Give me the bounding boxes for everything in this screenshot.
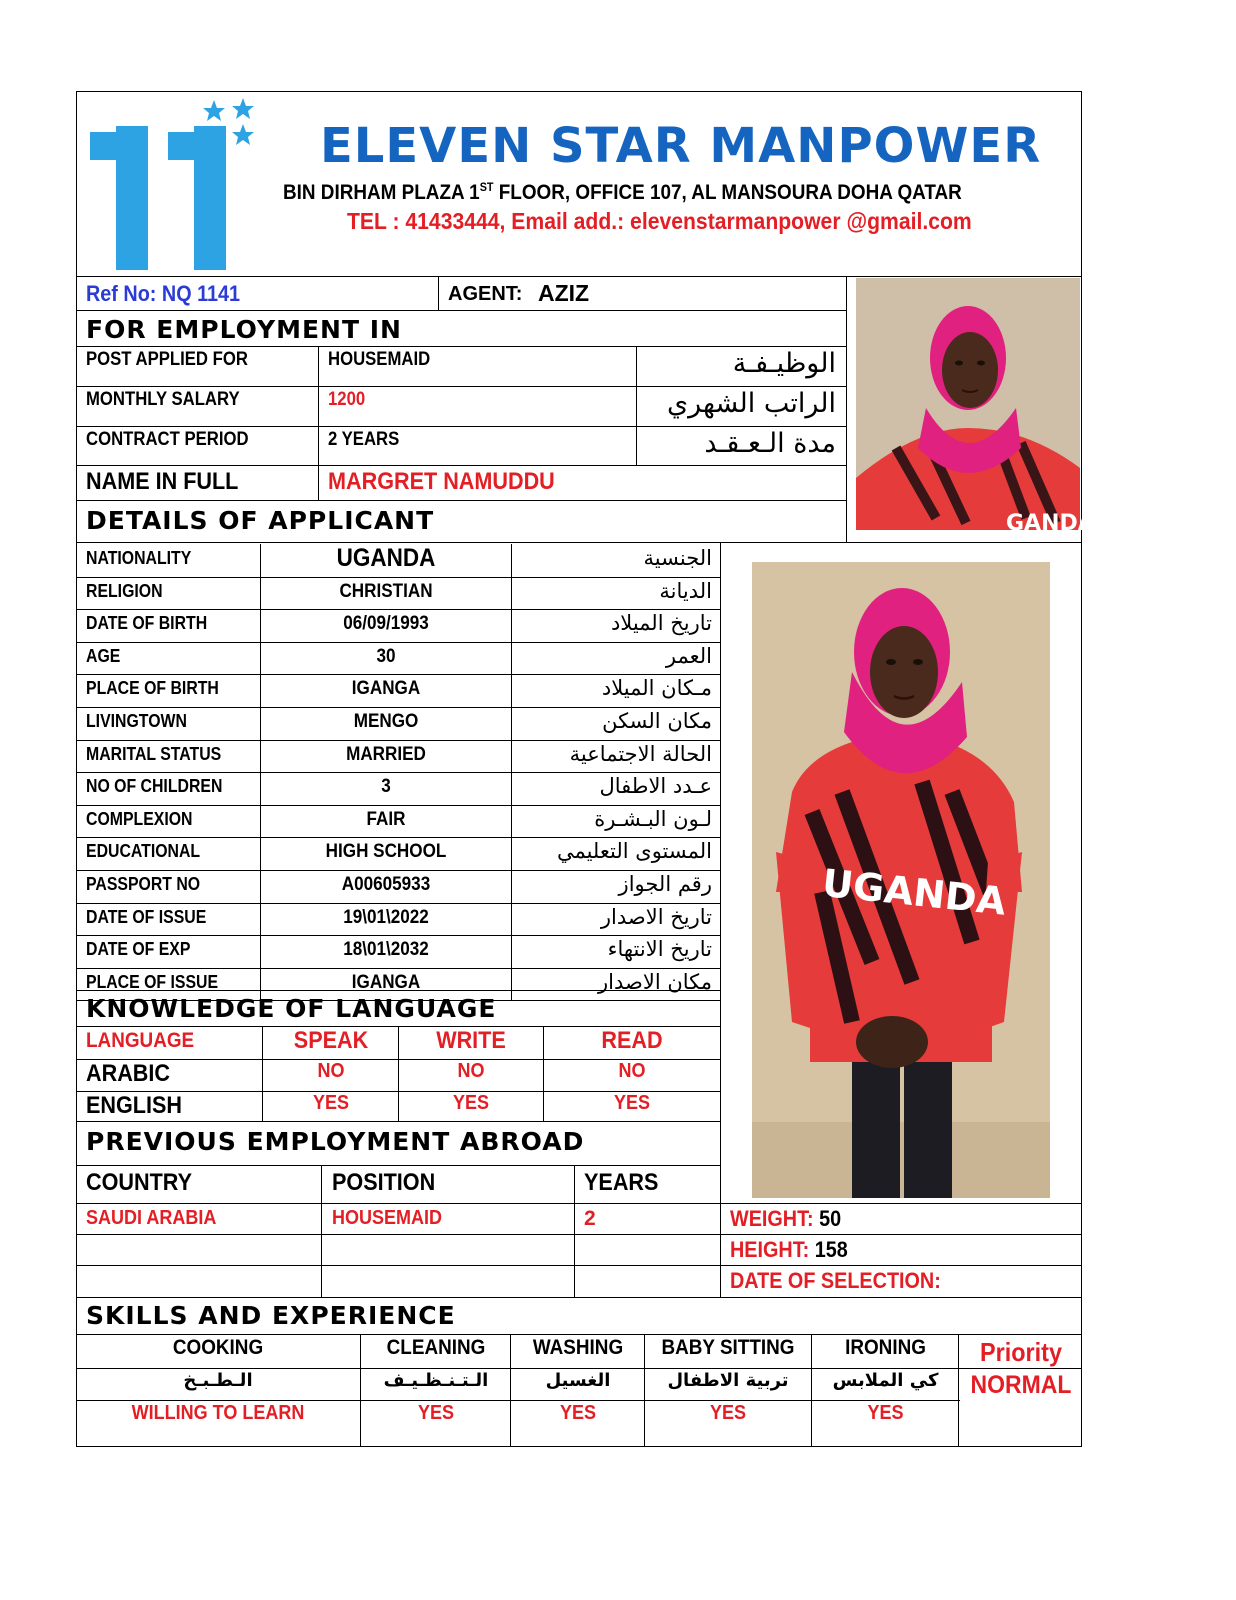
divider [76, 935, 720, 936]
applicant-value: 06/09/1993 [343, 613, 429, 635]
divider [574, 1165, 575, 1297]
divider [511, 544, 512, 1000]
previous-position: HOUSEMAID [332, 1207, 443, 1229]
name-value: MARGRET NAMUDDU [328, 468, 555, 495]
section-title-applicant: DETAILS OF APPLICANT [86, 506, 435, 535]
section-title-employment: FOR EMPLOYMENT IN [86, 315, 402, 344]
language-name: ARABIC [86, 1060, 170, 1087]
address-part: BIN DIRHAM PLAZA 1 [283, 181, 480, 204]
divider [76, 500, 846, 501]
skill-header: BABY SITTING [661, 1336, 795, 1359]
applicant-label: DATE OF EXP [86, 939, 191, 960]
applicant-arabic: تاريخ الانتهاء [607, 937, 712, 962]
previous-header: POSITION [332, 1169, 436, 1196]
applicant-value: 30 [376, 645, 396, 667]
previous-header: YEARS [584, 1169, 659, 1196]
divider [76, 707, 720, 708]
jersey-text: UGANDA [820, 860, 1009, 924]
divider [76, 1368, 1082, 1369]
applicant-label: PLACE OF ISSUE [86, 971, 219, 992]
skill-value: WILLING TO LEARN [131, 1402, 305, 1424]
divider [76, 740, 720, 741]
divider [76, 805, 720, 806]
applicant-value: IGANGA [351, 678, 421, 700]
divider [76, 1265, 720, 1266]
skill-arabic: الـطـبـخ [183, 1370, 253, 1391]
divider [76, 903, 720, 904]
divider [636, 346, 637, 465]
applicant-arabic: تاريخ الاصدار [600, 904, 712, 929]
applicant-label: EDUCATIONAL [86, 841, 201, 862]
applicant-arabic: رقم الجواز [618, 872, 712, 896]
divider [76, 1297, 1082, 1298]
divider [76, 990, 720, 991]
divider [76, 609, 720, 610]
language-level: YES [452, 1092, 490, 1114]
applicant-label: DATE OF BIRTH [86, 613, 208, 634]
address-superscript: ST [479, 180, 494, 194]
jersey-text: GANDA [1006, 511, 1095, 536]
skill-arabic: الغسيل [545, 1370, 611, 1391]
applicant-value: 3 [381, 776, 391, 798]
applicant-label: MARITAL STATUS [86, 743, 222, 764]
previous-years: 2 [584, 1207, 596, 1230]
divider [510, 1334, 511, 1447]
agent-label: AGENT: [448, 283, 523, 305]
applicant-label: PLACE OF BIRTH [86, 678, 219, 699]
employment-arabic: الراتب الشهري [666, 388, 836, 419]
name-label: NAME IN FULL [86, 468, 239, 495]
divider [262, 1026, 263, 1121]
applicant-value: MARRIED [346, 743, 426, 765]
divider [318, 346, 319, 500]
divider [76, 1234, 720, 1235]
language-level: YES [312, 1092, 350, 1114]
divider [76, 642, 720, 643]
divider [720, 1203, 1082, 1204]
applicant-photo-full [752, 562, 1050, 1198]
divider [76, 968, 720, 969]
skill-header: WASHING [532, 1336, 624, 1359]
divider [846, 276, 847, 542]
date-of-selection-label: DATE OF SELECTION: [730, 1268, 941, 1293]
divider [76, 276, 1082, 277]
skill-arabic: الـتـنـظـيـف [383, 1370, 489, 1391]
applicant-label: COMPLEXION [86, 808, 193, 829]
skill-arabic: تربية الاطفال [667, 1370, 789, 1391]
employment-value: HOUSEMAID [328, 349, 431, 370]
applicant-value: FAIR [366, 808, 406, 830]
skill-arabic: كي الملابس [832, 1370, 939, 1391]
divider [76, 542, 1082, 543]
weight-value: 50 [819, 1206, 842, 1231]
height-value: 158 [814, 1237, 848, 1262]
applicant-arabic: تاريخ الميلاد [610, 611, 712, 636]
applicant-photo-portrait [856, 278, 1095, 536]
applicant-value: UGANDA [336, 544, 436, 572]
applicant-value: 18\01\2032 [343, 939, 429, 961]
divider [76, 674, 720, 675]
divider [360, 1334, 361, 1447]
language-level: NO [317, 1060, 345, 1082]
language-header: READ [601, 1027, 663, 1054]
skill-header: IRONING [845, 1336, 926, 1359]
applicant-label: NATIONALITY [86, 548, 192, 568]
company-logo [86, 96, 266, 274]
applicant-label: DATE OF ISSUE [86, 906, 207, 927]
skill-header: COOKING [172, 1336, 264, 1359]
divider [720, 542, 721, 1298]
divider [811, 1334, 812, 1447]
applicant-arabic: المستوى التعليمي [556, 839, 712, 864]
star-icon [232, 98, 254, 119]
employment-label: CONTRACT PERIOD [86, 429, 249, 450]
divider [76, 1334, 1082, 1335]
divider [76, 465, 846, 466]
weight-row [730, 1206, 841, 1232]
divider [76, 346, 846, 347]
skill-value: YES [867, 1402, 904, 1424]
divider [438, 276, 439, 310]
divider [260, 544, 261, 1000]
applicant-value: A00605933 [341, 874, 431, 895]
applicant-label: PASSPORT NO [86, 874, 201, 894]
ref-number: Ref No: NQ 1141 [86, 281, 241, 306]
height-row [730, 1237, 848, 1263]
language-header: LANGUAGE [86, 1029, 195, 1052]
agent-value: AZIZ [538, 280, 590, 306]
section-title-skills: SKILLS AND EXPERIENCE [86, 1301, 456, 1330]
divider [644, 1334, 645, 1447]
employment-arabic: الوظيـفـة [732, 348, 836, 379]
language-level: NO [457, 1060, 485, 1082]
applicant-label: NO OF CHILDREN [86, 776, 223, 797]
divider [76, 837, 720, 838]
employment-arabic: مدة الـعـقـد [704, 428, 836, 459]
language-header: WRITE [436, 1027, 506, 1054]
divider [76, 577, 720, 578]
divider [398, 1026, 399, 1121]
section-title-language: KNOWLEDGE OF LANGUAGE [86, 994, 497, 1023]
applicant-arabic: العمر [665, 643, 712, 668]
applicant-label: AGE [86, 645, 121, 666]
divider [720, 1234, 1082, 1235]
employment-value: 2 YEARS [328, 429, 400, 450]
employment-value: 1200 [328, 389, 366, 410]
divider [76, 310, 846, 311]
skill-value: YES [417, 1402, 455, 1424]
applicant-label: RELIGION [86, 580, 163, 601]
applicant-arabic: مكان السكن [602, 709, 712, 733]
divider [321, 1165, 322, 1297]
applicant-label: LIVINGTOWN [86, 711, 187, 731]
applicant-value: CHRISTIAN [339, 580, 433, 602]
language-name: ENGLISH [86, 1092, 183, 1119]
divider [76, 1400, 960, 1401]
divider [543, 1026, 544, 1121]
applicant-value: MENGO [353, 711, 419, 732]
star-icon [232, 124, 254, 145]
applicant-value: 19\01\2022 [343, 906, 429, 928]
weight-label: WEIGHT: [730, 1206, 814, 1231]
applicant-arabic: الحالة الاجتماعية [569, 741, 712, 766]
divider [76, 772, 720, 773]
applicant-arabic: لـون البـشـرة [594, 806, 712, 831]
divider [76, 870, 720, 871]
company-contact: TEL : 41433444, Email add.: elevenstarmanpower @gmail.com [347, 208, 972, 234]
divider [958, 1334, 959, 1447]
skill-value: YES [559, 1402, 597, 1424]
applicant-arabic: الجنسية [643, 546, 712, 570]
applicant-arabic: مكان الاصدار [598, 969, 712, 994]
skill-header: CLEANING [386, 1336, 486, 1359]
divider [76, 1121, 720, 1122]
divider [76, 386, 846, 387]
divider [76, 1203, 720, 1204]
divider [76, 426, 846, 427]
applicant-arabic: عـدد الاطفال [599, 774, 712, 799]
skill-value: YES [709, 1402, 747, 1424]
previous-header: COUNTRY [86, 1169, 193, 1196]
divider [76, 1165, 720, 1166]
company-name: ELEVEN STAR MANPOWER [320, 118, 1042, 174]
applicant-arabic: الديانة [659, 578, 712, 603]
logo-graphic [86, 96, 266, 274]
divider [720, 1265, 1082, 1266]
employment-label: POST APPLIED FOR [86, 349, 248, 370]
applicant-value: HIGH SCHOOL [325, 841, 447, 863]
star-icon [203, 100, 225, 121]
priority-value: NORMAL [970, 1371, 1072, 1399]
applicant-arabic: مـكان الميلاد [601, 676, 712, 701]
language-level: NO [618, 1060, 646, 1082]
language-level: YES [613, 1092, 651, 1114]
company-address [283, 180, 962, 205]
applicant-value: IGANGA [351, 971, 421, 993]
priority-label: Priority [980, 1337, 1062, 1367]
section-title-previous: PREVIOUS EMPLOYMENT ABROAD [86, 1127, 585, 1156]
address-part: FLOOR, OFFICE 107, AL MANSOURA DOHA QATAR [493, 181, 962, 204]
employment-label: MONTHLY SALARY [86, 389, 240, 410]
language-header: SPEAK [293, 1027, 369, 1054]
height-label: HEIGHT: [730, 1237, 810, 1262]
previous-country: SAUDI ARABIA [86, 1207, 217, 1229]
